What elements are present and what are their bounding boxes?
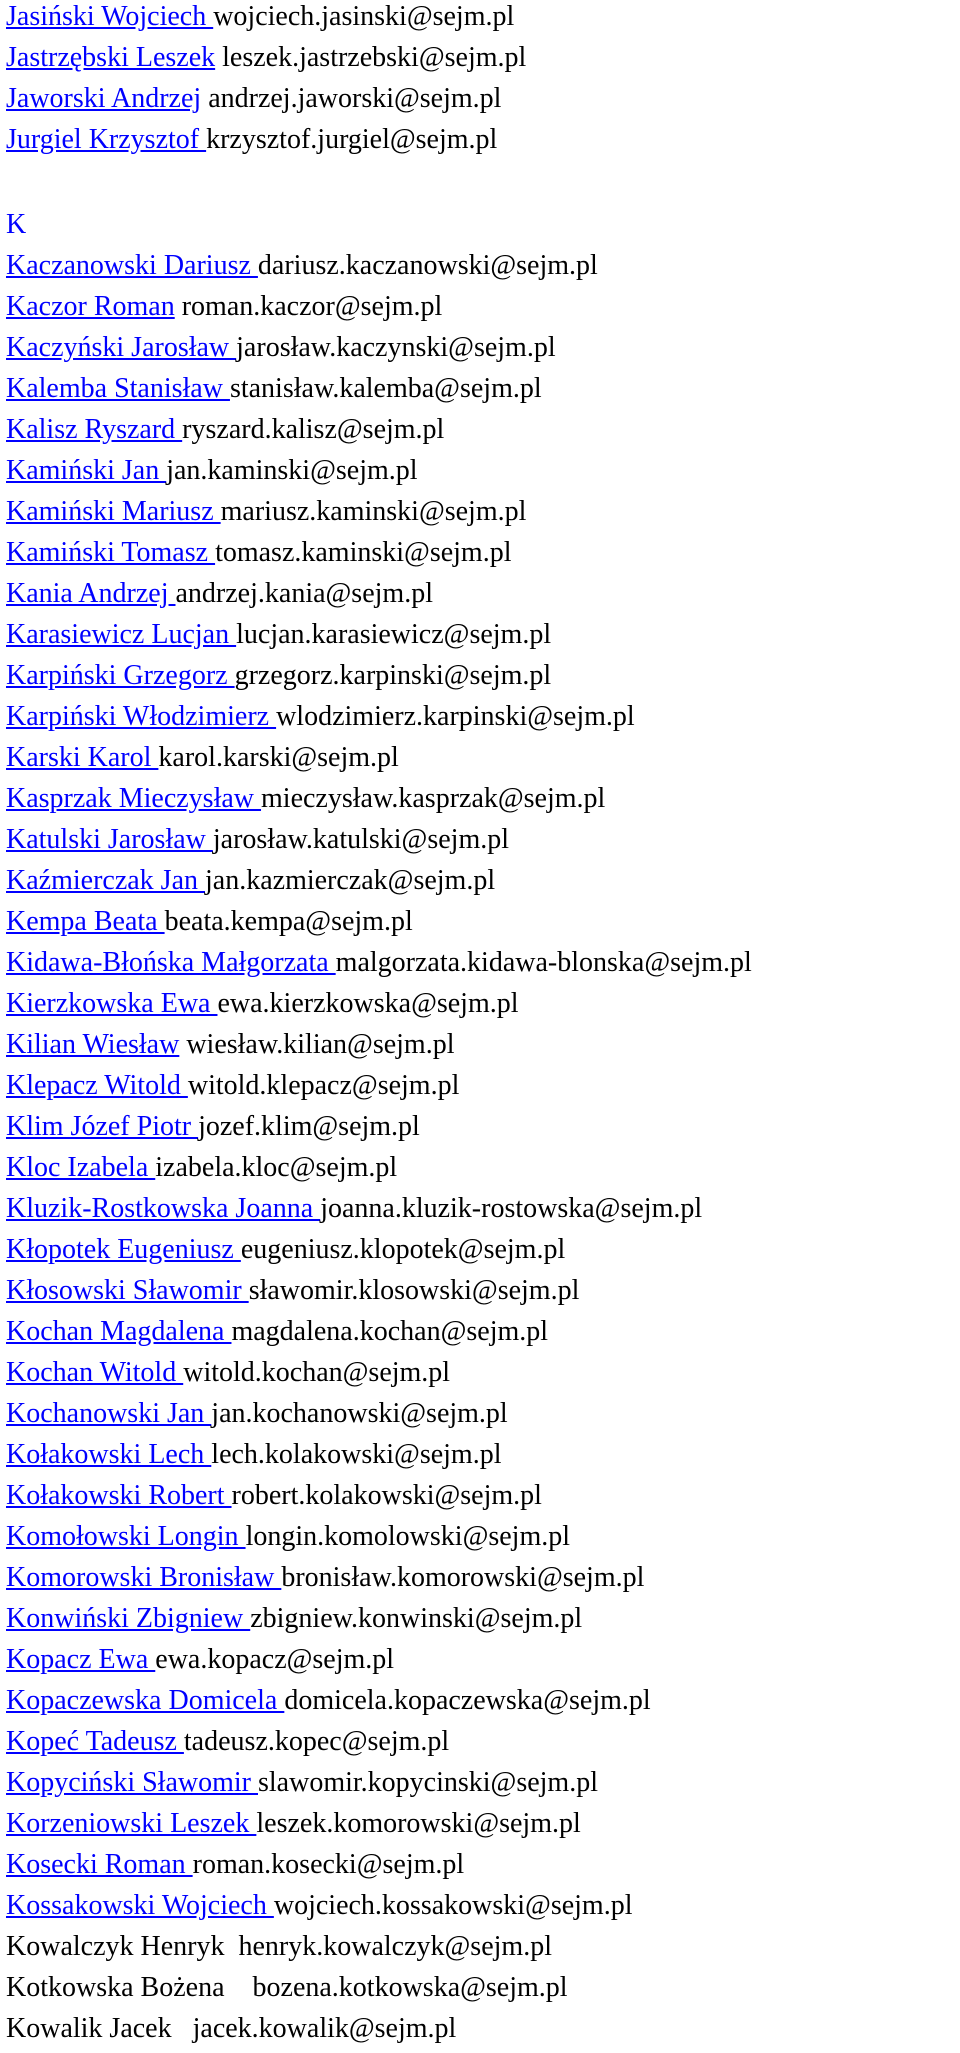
email-address: grzegorz.karpinski@sejm.pl [234, 660, 552, 691]
email-address: eugeniusz.klopotek@sejm.pl [240, 1234, 566, 1265]
directory-entry [6, 82, 956, 123]
person-name-link[interactable]: Jaworski Andrzej [6, 83, 202, 114]
email-address: lech.kolakowski@sejm.pl [211, 1439, 502, 1470]
directory-entry [6, 1807, 956, 1848]
directory-entry [6, 1438, 956, 1479]
directory-entry [6, 1192, 956, 1233]
directory-entry [6, 1889, 956, 1930]
person-name-link[interactable]: Kłopotek Eugeniusz [6, 1234, 241, 1265]
directory-entry [6, 700, 956, 741]
person-name-link[interactable]: Kochan Magdalena [6, 1316, 232, 1347]
person-name-link[interactable]: Korzeniowski Leszek [6, 1808, 257, 1839]
person-name-link[interactable]: Kierzkowska Ewa [6, 988, 218, 1019]
person-name-link[interactable]: Kołakowski Robert [6, 1480, 232, 1511]
directory-entry [6, 1602, 956, 1643]
person-name-link[interactable]: Konwiński Zbigniew [6, 1603, 251, 1634]
directory-entry [6, 659, 956, 700]
directory-entry [6, 372, 956, 413]
email-address: robert.kolakowski@sejm.pl [231, 1480, 542, 1511]
email-address: bozena.kotkowska@sejm.pl [224, 1972, 568, 2003]
email-address: andrzej.jaworski@sejm.pl [201, 83, 502, 114]
email-address: sławomir.klosowski@sejm.pl [248, 1275, 580, 1306]
email-address: ewa.kopacz@sejm.pl [155, 1644, 395, 1675]
person-name-link[interactable]: Kosecki Roman [6, 1849, 193, 1880]
directory-entry [6, 577, 956, 618]
email-address: stanisław.kalemba@sejm.pl [229, 373, 542, 404]
email-address: tomasz.kaminski@sejm.pl [215, 537, 512, 568]
email-address: roman.kosecki@sejm.pl [192, 1849, 465, 1880]
person-name-link[interactable]: Kamiński Jan [6, 455, 167, 486]
person-name-link[interactable]: Kilian Wiesław [6, 1029, 180, 1060]
directory-entry [6, 1397, 956, 1438]
directory-entry-plain [6, 1971, 956, 2012]
email-address: wojciech.kossakowski@sejm.pl [273, 1890, 633, 1921]
email-address: andrzej.kania@sejm.pl [175, 578, 433, 609]
email-address: tadeusz.kopec@sejm.pl [183, 1726, 450, 1757]
email-address: lucjan.karasiewicz@sejm.pl [236, 619, 552, 650]
email-address: ewa.kierzkowska@sejm.pl [217, 988, 519, 1019]
directory-entry [6, 1110, 956, 1151]
person-name: Kowalczyk Henryk [6, 1931, 225, 1962]
email-directory [6, 0, 956, 2053]
directory-entry [6, 946, 956, 987]
person-name-link[interactable]: Jurgiel Krzysztof [6, 124, 207, 155]
person-name-link[interactable]: Kaczor Roman [6, 291, 175, 322]
person-name-link[interactable]: Kochan Witold [6, 1357, 184, 1388]
section-letter-heading: K [6, 209, 27, 240]
directory-entry [6, 1479, 956, 1520]
person-name-link[interactable]: Jasiński Wojciech [6, 1, 214, 32]
email-address: mieczysław.kasprzak@sejm.pl [261, 783, 606, 814]
person-name-link[interactable]: Kopacz Ewa [6, 1644, 156, 1675]
person-name-link[interactable]: Kaczyński Jarosław [6, 332, 237, 363]
email-address: leszek.jastrzebski@sejm.pl [215, 42, 527, 73]
directory-entry-plain [6, 2012, 956, 2053]
person-name-link[interactable]: Kluzik-Rostkowska Joanna [6, 1193, 321, 1224]
directory-entry [6, 413, 956, 454]
person-name-link[interactable]: Jastrzębski Leszek [6, 42, 216, 73]
directory-entry [6, 1766, 956, 1807]
directory-entry [6, 864, 956, 905]
directory-entry [6, 987, 956, 1028]
person-name: Kowalik Jacek [6, 2013, 172, 2044]
person-name-link[interactable]: Kasprzak Mieczysław [6, 783, 262, 814]
person-name-link[interactable]: Kochanowski Jan [6, 1398, 212, 1429]
person-name-link[interactable]: Kalemba Stanisław [6, 373, 230, 404]
person-name-link[interactable]: Kidawa-Błońska Małgorzata [6, 947, 336, 978]
person-name-link[interactable]: Kłosowski Sławomir [6, 1275, 249, 1306]
person-name-link[interactable]: Kossakowski Wojciech [6, 1890, 274, 1921]
person-name-link[interactable]: Kalisz Ryszard [6, 414, 183, 445]
person-name-link[interactable]: Komorowski Bronisław [6, 1562, 282, 1593]
email-address: longin.komolowski@sejm.pl [245, 1521, 571, 1552]
person-name-link[interactable]: Kopaczewska Domicela [6, 1685, 285, 1716]
email-address: beata.kempa@sejm.pl [164, 906, 413, 937]
person-name-link[interactable]: Katulski Jarosław [6, 824, 213, 855]
email-address: ryszard.kalisz@sejm.pl [182, 414, 445, 445]
directory-entry-plain [6, 1930, 956, 1971]
email-address: jan.kochanowski@sejm.pl [211, 1398, 508, 1429]
directory-entry [6, 0, 956, 41]
directory-entry [6, 1643, 956, 1684]
email-address: witold.kochan@sejm.pl [183, 1357, 451, 1388]
person-name-link[interactable]: Kloc Izabela [6, 1152, 156, 1183]
email-address: jarosław.kaczynski@sejm.pl [236, 332, 556, 363]
person-name-link[interactable]: Kaczanowski Dariusz [6, 250, 258, 281]
person-name-link[interactable]: Kamiński Tomasz [6, 537, 216, 568]
person-name-link[interactable]: Komołowski Longin [6, 1521, 246, 1552]
directory-entry [6, 1520, 956, 1561]
email-address: jan.kaminski@sejm.pl [166, 455, 418, 486]
directory-entry [6, 1725, 956, 1766]
person-name-link[interactable]: Kaźmierczak Jan [6, 865, 205, 896]
email-address: dariusz.kaczanowski@sejm.pl [257, 250, 598, 281]
email-address: leszek.komorowski@sejm.pl [256, 1808, 581, 1839]
directory-entry [6, 1151, 956, 1192]
directory-entry [6, 1356, 956, 1397]
person-name-link[interactable]: Karski Karol [6, 742, 159, 773]
email-address: jacek.kowalik@sejm.pl [171, 2013, 457, 2044]
email-address: malgorzata.kidawa-blonska@sejm.pl [335, 947, 752, 978]
email-address: izabela.kloc@sejm.pl [155, 1152, 398, 1183]
directory-entry [6, 1069, 956, 1110]
directory-entry [6, 123, 956, 164]
person-name-link[interactable]: Kopeć Tadeusz [6, 1726, 184, 1757]
email-address: jarosław.katulski@sejm.pl [212, 824, 510, 855]
directory-entry [6, 41, 956, 82]
person-name-link[interactable]: Karasiewicz Lucjan [6, 619, 237, 650]
person-name: Kotkowska Bożena [6, 1972, 225, 2003]
person-name-link[interactable]: Kempa Beata [6, 906, 165, 937]
email-address: domicela.kopaczewska@sejm.pl [284, 1685, 651, 1716]
directory-entry [6, 290, 956, 331]
person-name-link[interactable]: Karpiński Włodzimierz [6, 701, 277, 732]
email-address: roman.kaczor@sejm.pl [174, 291, 443, 322]
directory-entry [6, 1315, 956, 1356]
directory-entry [6, 1561, 956, 1602]
person-name-link[interactable]: Klepacz Witold [6, 1070, 188, 1101]
email-address: wojciech.jasinski@sejm.pl [213, 1, 515, 32]
email-address: krzysztof.jurgiel@sejm.pl [206, 124, 498, 155]
person-name-link[interactable]: Klim Józef Piotr [6, 1111, 199, 1142]
directory-entry [6, 782, 956, 823]
person-name-link[interactable]: Karpiński Grzegorz [6, 660, 235, 691]
email-address: karol.karski@sejm.pl [158, 742, 399, 773]
directory-entry [6, 823, 956, 864]
email-address: jan.kazmierczak@sejm.pl [205, 865, 496, 896]
directory-entry [6, 1233, 956, 1274]
directory-entry [6, 741, 956, 782]
directory-entry [6, 1684, 956, 1725]
directory-entry [6, 536, 956, 577]
directory-entry [6, 1274, 956, 1315]
directory-entry [6, 618, 956, 659]
directory-entry [6, 495, 956, 536]
email-address: henryk.kowalczyk@sejm.pl [224, 1931, 552, 1962]
email-address: wlodzimierz.karpinski@sejm.pl [276, 701, 635, 732]
directory-entry [6, 1028, 956, 1069]
person-name-link[interactable]: Kania Andrzej [6, 578, 176, 609]
person-name-link[interactable]: Kopyciński Sławomir [6, 1767, 258, 1798]
email-address: slawomir.kopycinski@sejm.pl [258, 1767, 598, 1798]
directory-entry [6, 1848, 956, 1889]
email-address: witold.klepacz@sejm.pl [187, 1070, 460, 1101]
directory-entry [6, 331, 956, 372]
email-address: zbigniew.konwinski@sejm.pl [250, 1603, 583, 1634]
email-address: mariusz.kaminski@sejm.pl [220, 496, 527, 527]
directory-entry [6, 454, 956, 495]
person-name-link[interactable]: Kamiński Mariusz [6, 496, 221, 527]
email-address: jozef.klim@sejm.pl [198, 1111, 420, 1142]
directory-entry [6, 905, 956, 946]
directory-entry [6, 249, 956, 290]
email-address: magdalena.kochan@sejm.pl [231, 1316, 549, 1347]
email-address: wiesław.kilian@sejm.pl [179, 1029, 455, 1060]
email-address: bronisław.komorowski@sejm.pl [281, 1562, 645, 1593]
section-spacer [6, 164, 956, 208]
email-address: joanna.kluzik-rostowska@sejm.pl [320, 1193, 703, 1224]
person-name-link[interactable]: Kołakowski Lech [6, 1439, 212, 1470]
